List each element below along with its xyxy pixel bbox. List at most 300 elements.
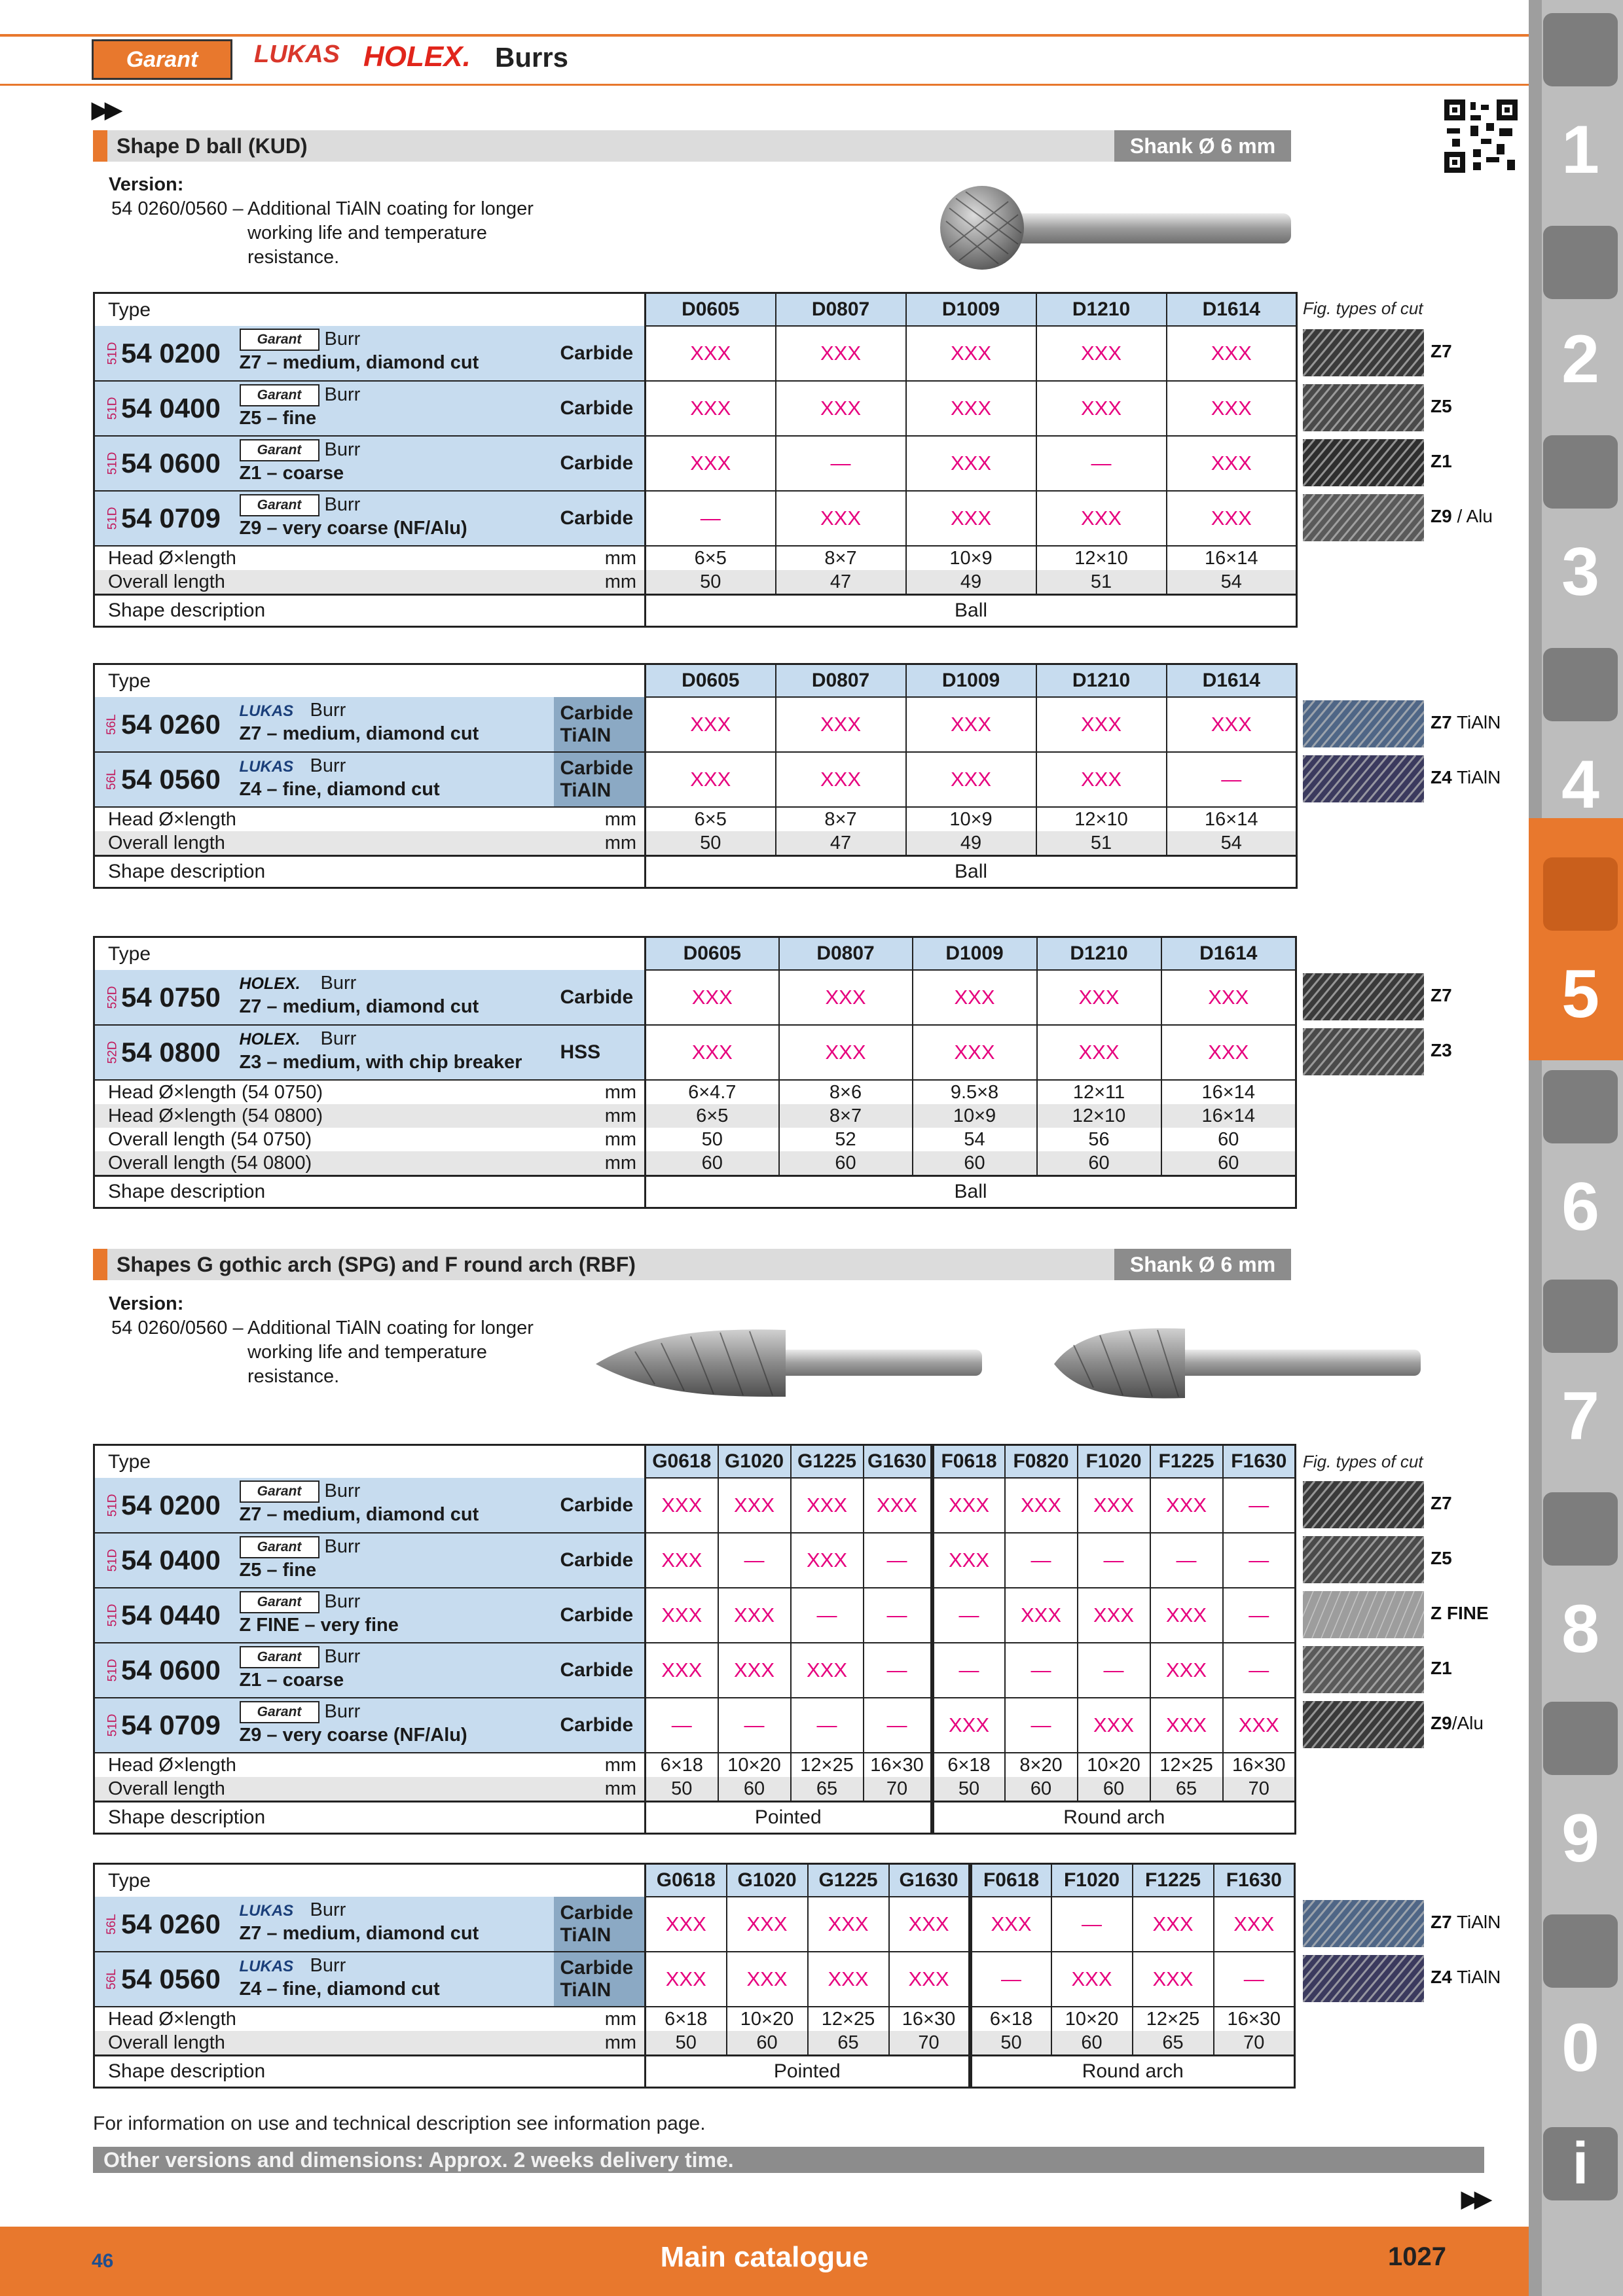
shape-label: Shape description <box>94 1802 646 1834</box>
available-mark: XXX <box>951 507 992 529</box>
availability-cell[interactable] <box>718 1533 791 1588</box>
availability-cell[interactable] <box>779 970 913 1025</box>
material-cell <box>554 970 646 1025</box>
availability-cell[interactable] <box>1223 1643 1296 1698</box>
availability-cell[interactable] <box>646 1478 718 1533</box>
lukas-logo: LUKAS <box>254 41 340 68</box>
size-column-header: F1630 <box>1214 1864 1295 1897</box>
available-mark: XXX <box>690 342 731 365</box>
availability-cell[interactable] <box>1167 436 1297 491</box>
availability-cell[interactable] <box>808 1952 889 2007</box>
cut-pattern-image <box>1303 439 1424 486</box>
brand-line <box>240 1646 361 1668</box>
dimension-value: 12×10 <box>1036 546 1167 570</box>
group-code: 51D <box>105 342 120 365</box>
chapter-number[interactable]: 1 <box>1561 112 1599 188</box>
dimension-label: Overall length (54 0800) <box>94 1151 554 1176</box>
availability-cell[interactable] <box>646 1698 718 1753</box>
availability-cell[interactable] <box>1036 491 1167 546</box>
availability-cell[interactable] <box>864 1698 932 1753</box>
availability-cell[interactable] <box>776 697 906 752</box>
product-type: Burr <box>319 439 361 460</box>
unavailable-mark: — <box>1249 1494 1269 1516</box>
group-code: 56L <box>104 1969 119 1990</box>
availability-cell[interactable] <box>646 1588 718 1643</box>
dimension-row <box>94 1777 1296 1802</box>
product-description <box>233 326 554 381</box>
availability-cell[interactable] <box>1167 381 1297 436</box>
available-mark: XXX <box>828 1967 869 1990</box>
availability-cell[interactable] <box>1036 436 1167 491</box>
availability-cell[interactable] <box>906 436 1036 491</box>
availability-cell[interactable] <box>1005 1533 1078 1588</box>
article-number-cell <box>94 1478 233 1533</box>
dimension-value: 6×4.7 <box>646 1080 779 1104</box>
availability-cell[interactable] <box>1133 1897 1214 1952</box>
cut-pattern-image <box>1303 1536 1424 1583</box>
availability-cell[interactable] <box>913 1025 1037 1080</box>
unit-label: mm <box>554 1151 646 1176</box>
availability-cell[interactable] <box>1005 1478 1078 1533</box>
cut-code: Z5 <box>1431 1548 1452 1568</box>
chapter-workbench-icon[interactable] <box>1543 1492 1618 1566</box>
availability-cell[interactable] <box>1214 1897 1295 1952</box>
product-type: Burr <box>319 1701 361 1722</box>
availability-cell[interactable] <box>776 436 906 491</box>
group-code: 51D <box>105 397 120 420</box>
cut-description: Z9 – very coarse (NF/Alu) <box>239 518 467 539</box>
availability-cell[interactable] <box>864 1588 932 1643</box>
article-number-cell <box>94 491 233 546</box>
dimension-row <box>94 2007 1295 2031</box>
unavailable-mark: — <box>1243 1967 1264 1990</box>
availability-cell[interactable] <box>932 1643 1005 1698</box>
availability-cell[interactable] <box>1036 326 1167 381</box>
availability-cell[interactable] <box>791 1533 864 1588</box>
product-type: Burr <box>319 1536 361 1557</box>
dimension-value: 60 <box>913 1151 1037 1176</box>
article-number: 54 0560 <box>121 764 221 795</box>
dimension-value: 10×9 <box>906 546 1036 570</box>
availability-cell[interactable] <box>889 1952 970 2007</box>
availability-cell[interactable] <box>791 1478 864 1533</box>
unavailable-mark: — <box>886 1659 907 1681</box>
unit-label: mm <box>554 570 646 595</box>
availability-cell[interactable] <box>646 381 776 436</box>
availability-cell[interactable] <box>791 1698 864 1753</box>
availability-cell[interactable] <box>1036 381 1167 436</box>
dimension-value: 70 <box>864 1777 932 1802</box>
dimension-value: 12×10 <box>1037 1104 1161 1128</box>
availability-cell[interactable] <box>718 1698 791 1753</box>
availability-cell[interactable] <box>718 1478 791 1533</box>
brand-line <box>240 494 361 516</box>
availability-cell[interactable] <box>779 1025 913 1080</box>
availability-cell[interactable] <box>1051 1897 1133 1952</box>
available-mark: XXX <box>690 397 731 420</box>
dimension-value: 50 <box>646 2031 727 2056</box>
garant-logo: Garant <box>240 329 319 351</box>
available-mark: XXX <box>954 1041 995 1064</box>
size-column-header: D1210 <box>1036 664 1167 698</box>
dimension-label: Overall length (54 0750) <box>108 1129 312 1150</box>
group-code: 51D <box>105 1713 120 1737</box>
article-number-cell <box>94 970 233 1025</box>
garant-logo: Garant <box>240 1646 319 1668</box>
availability-cell[interactable] <box>646 1952 727 2007</box>
page-title: Burrs <box>495 42 569 73</box>
availability-cell[interactable] <box>646 1643 718 1698</box>
availability-cell[interactable] <box>1036 752 1167 807</box>
available-mark: XXX <box>1081 342 1122 365</box>
product-description <box>233 436 554 491</box>
dimension-value: 52 <box>779 1128 913 1151</box>
cut-suffix: / Alu <box>1451 506 1493 526</box>
available-mark: XXX <box>807 1659 848 1681</box>
availability-cell[interactable] <box>906 381 1036 436</box>
availability-cell[interactable] <box>932 1533 1005 1588</box>
dimension-value: 9.5×8 <box>913 1080 1037 1104</box>
delivery-note-bar <box>93 2147 1484 2173</box>
article-number: 54 0200 <box>121 337 221 368</box>
available-mark: XXX <box>1081 713 1122 736</box>
availability-cell[interactable] <box>889 1897 970 1952</box>
dimension-value: 50 <box>970 2031 1051 2056</box>
group-code: 52D <box>105 1041 120 1064</box>
garant-logo: Garant <box>240 1591 319 1613</box>
dimension-value: 60 <box>1005 1777 1078 1802</box>
product-type: Burr <box>304 1955 346 1976</box>
product-description <box>233 1478 554 1533</box>
availability-cell[interactable] <box>646 970 779 1025</box>
dimension-value: 65 <box>1133 2031 1214 2056</box>
product-description <box>233 697 554 752</box>
availability-cell[interactable] <box>1150 1533 1223 1588</box>
shape-value: Ball <box>646 1176 1296 1208</box>
unavailable-mark: — <box>1082 1912 1103 1935</box>
chapter-info-icon[interactable] <box>1543 2127 1618 2200</box>
available-mark: XXX <box>734 1494 775 1516</box>
availability-cell[interactable] <box>646 1897 727 1952</box>
article-number: 54 0260 <box>121 1908 221 1939</box>
size-column-header: G1630 <box>864 1445 932 1479</box>
group-code: 51D <box>105 1659 120 1682</box>
group-code: 56L <box>104 769 119 790</box>
type-header: Type <box>94 1445 646 1479</box>
material-cell <box>554 752 646 807</box>
product-row <box>94 1025 1296 1080</box>
cut-type-label <box>1431 1040 1452 1061</box>
available-mark: XXX <box>1021 1494 1062 1516</box>
availability-cell[interactable] <box>1078 1698 1150 1753</box>
group-code: 51D <box>105 1549 120 1572</box>
product-type: Burr <box>304 700 346 721</box>
chapter-number[interactable]: 3 <box>1561 534 1599 610</box>
availability-cell[interactable] <box>1037 970 1161 1025</box>
availability-cell[interactable] <box>1161 1025 1296 1080</box>
unit-label: mm <box>554 2031 646 2056</box>
available-mark: XXX <box>665 1912 706 1935</box>
availability-cell[interactable] <box>932 1478 1005 1533</box>
cut-code: Z7 <box>1431 1912 1452 1932</box>
available-mark: XXX <box>1211 713 1252 736</box>
material-cell <box>554 1533 646 1588</box>
article-number: 54 0440 <box>121 1600 221 1630</box>
availability-cell[interactable] <box>1078 1588 1150 1643</box>
availability-cell[interactable] <box>791 1588 864 1643</box>
availability-cell[interactable] <box>1005 1588 1078 1643</box>
unavailable-mark: — <box>744 1549 765 1571</box>
availability-cell[interactable] <box>970 1952 1051 2007</box>
chapter-grinding-icon[interactable] <box>1543 857 1618 931</box>
shank-badge: Shank Ø 6 mm <box>1114 1249 1291 1280</box>
shape-value: Ball <box>646 595 1297 627</box>
available-mark: XXX <box>820 397 862 420</box>
available-mark: XXX <box>949 1549 990 1571</box>
availability-cell[interactable] <box>1078 1533 1150 1588</box>
availability-cell[interactable] <box>864 1533 932 1588</box>
chapter-number[interactable]: 9 <box>1561 1801 1599 1876</box>
availability-cell[interactable] <box>1078 1643 1150 1698</box>
availability-cell[interactable] <box>1223 1533 1296 1588</box>
available-mark: XXX <box>1081 397 1122 420</box>
availability-cell[interactable] <box>1167 326 1297 381</box>
dimension-value: 47 <box>776 831 906 856</box>
availability-cell[interactable] <box>808 1897 889 1952</box>
available-mark: XXX <box>690 768 731 791</box>
size-column-header: D1614 <box>1167 293 1297 327</box>
availability-cell[interactable] <box>1037 1025 1161 1080</box>
availability-cell[interactable] <box>1161 970 1296 1025</box>
unit-label: mm <box>554 546 646 570</box>
size-column-header: D1009 <box>906 664 1036 698</box>
article-number-cell <box>94 436 233 491</box>
availability-cell[interactable] <box>1214 1952 1295 2007</box>
product-description <box>233 1588 554 1643</box>
availability-cell[interactable] <box>1167 491 1297 546</box>
available-mark: XXX <box>820 713 862 736</box>
dimension-value: 8×7 <box>776 546 906 570</box>
chapter-wrench-icon[interactable] <box>1543 1070 1618 1143</box>
chapter-number[interactable]: 5 <box>1561 956 1599 1032</box>
cut-description: Z5 – fine <box>239 408 317 429</box>
availability-cell[interactable] <box>1150 1588 1223 1643</box>
version-note <box>109 173 606 270</box>
availability-cell[interactable] <box>932 1698 1005 1753</box>
product-row <box>94 491 1297 546</box>
dimension-label: Head Ø×length <box>108 548 236 569</box>
cut-pattern-image <box>1303 329 1424 376</box>
material-label: TiAlN <box>560 780 611 801</box>
table-header-row <box>94 1445 1296 1479</box>
chapter-number[interactable]: 0 <box>1561 2010 1599 2086</box>
availability-cell[interactable] <box>1223 1478 1296 1533</box>
cut-code: Z7 <box>1431 712 1452 732</box>
available-mark: XXX <box>661 1659 702 1681</box>
available-mark: XXX <box>908 1967 949 1990</box>
availability-cell[interactable] <box>906 491 1036 546</box>
product-table <box>93 1444 1296 1835</box>
unavailable-mark: — <box>816 1713 837 1736</box>
cut-description: Z7 – medium, diamond cut <box>239 723 479 744</box>
chapter-number[interactable]: 2 <box>1561 321 1599 397</box>
availability-cell[interactable] <box>913 970 1037 1025</box>
availability-cell[interactable] <box>718 1643 791 1698</box>
brand-line <box>240 1955 346 1977</box>
availability-cell[interactable] <box>932 1588 1005 1643</box>
product-row <box>94 1533 1296 1588</box>
brand-line <box>240 329 361 351</box>
dimension-label: Head Ø×length <box>108 809 236 830</box>
dimension-label: Overall length <box>94 1777 554 1802</box>
dimension-value: 10×20 <box>1078 1753 1150 1777</box>
unit-label: mm <box>554 1104 646 1128</box>
product-description <box>233 1643 554 1698</box>
size-column-header: F0618 <box>970 1864 1051 1897</box>
dimension-value: 6×18 <box>646 1753 718 1777</box>
dimension-label: Head Ø×length <box>108 1755 236 1776</box>
availability-cell[interactable] <box>1078 1478 1150 1533</box>
availability-cell[interactable] <box>1005 1698 1078 1753</box>
chapter-drill-icon[interactable] <box>1543 13 1618 86</box>
availability-cell[interactable] <box>727 1952 808 2007</box>
availability-cell[interactable] <box>727 1897 808 1952</box>
chapter-number[interactable]: 7 <box>1561 1378 1599 1454</box>
availability-cell[interactable] <box>776 381 906 436</box>
size-column-header: D1614 <box>1167 664 1297 698</box>
availability-cell[interactable] <box>776 491 906 546</box>
chapter-pliers-icon[interactable] <box>1543 1280 1618 1353</box>
availability-cell[interactable] <box>791 1643 864 1698</box>
cut-description: Z1 – coarse <box>239 1670 344 1691</box>
size-column-header: G1020 <box>727 1864 808 1897</box>
product-description <box>233 970 554 1025</box>
available-mark: XXX <box>877 1494 918 1516</box>
dimension-value: 6×18 <box>970 2007 1051 2031</box>
version-line: working life and temperature <box>247 1342 487 1363</box>
availability-cell[interactable] <box>646 752 776 807</box>
table-header-row <box>94 664 1297 698</box>
availability-cell[interactable] <box>646 1025 779 1080</box>
cut-code: Z9 <box>1431 506 1452 526</box>
chapter-safety-icon[interactable] <box>1543 1914 1618 1988</box>
cut-code: Z FINE <box>1431 1603 1489 1623</box>
material-cell <box>554 381 646 436</box>
availability-cell[interactable] <box>864 1478 932 1533</box>
dimension-value: 65 <box>1150 1777 1223 1802</box>
chapter-number[interactable]: 6 <box>1561 1169 1599 1245</box>
chapter-insert-icon[interactable] <box>1543 226 1618 299</box>
availability-cell[interactable] <box>776 326 906 381</box>
product-table <box>93 1863 1296 2089</box>
dimension-value: 51 <box>1036 570 1167 595</box>
availability-cell[interactable] <box>646 326 776 381</box>
product-row <box>94 1897 1295 1952</box>
size-column-header: F1630 <box>1223 1445 1296 1479</box>
dimension-value: 60 <box>779 1151 913 1176</box>
product-table <box>93 663 1298 889</box>
availability-cell[interactable] <box>646 491 776 546</box>
product-type: Burr <box>319 329 361 350</box>
brand-line <box>240 1028 357 1050</box>
availability-cell[interactable] <box>718 1588 791 1643</box>
chapter-holder-icon[interactable] <box>1543 435 1618 509</box>
availability-cell[interactable] <box>1150 1478 1223 1533</box>
dimension-value: 10×20 <box>718 1753 791 1777</box>
dimension-row <box>94 2031 1295 2056</box>
version-line: working life and temperature <box>247 223 487 243</box>
availability-cell[interactable] <box>1150 1698 1223 1753</box>
article-number-cell <box>94 1643 233 1698</box>
availability-cell[interactable] <box>906 326 1036 381</box>
available-mark: XXX <box>951 768 992 791</box>
cut-type-label <box>1431 1548 1452 1569</box>
dimension-value: 16×30 <box>864 1753 932 1777</box>
material-cell <box>554 491 646 546</box>
shape-value: Round arch <box>932 1802 1296 1834</box>
unit-label: mm <box>554 831 646 856</box>
availability-cell[interactable] <box>1167 697 1297 752</box>
available-mark: XXX <box>1081 768 1122 791</box>
dimension-value: 50 <box>646 831 776 856</box>
dimension-value: 16×14 <box>1161 1104 1296 1128</box>
availability-cell[interactable] <box>646 436 776 491</box>
product-type: Burr <box>304 1899 346 1920</box>
availability-cell[interactable] <box>1005 1643 1078 1698</box>
material-label: Carbide <box>560 757 634 779</box>
availability-cell[interactable] <box>646 697 776 752</box>
dimension-label: Head Ø×length (54 0800) <box>94 1104 554 1128</box>
product-type: Burr <box>315 973 357 994</box>
availability-cell[interactable] <box>1133 1952 1214 2007</box>
availability-cell[interactable] <box>864 1643 932 1698</box>
availability-cell[interactable] <box>1223 1588 1296 1643</box>
cut-code: Z1 <box>1431 1658 1452 1678</box>
cut-description: Z7 – medium, diamond cut <box>239 352 479 373</box>
version-label: Version: <box>109 1293 184 1314</box>
dimension-value: 8×7 <box>779 1104 913 1128</box>
brand-line <box>240 755 346 778</box>
type-header: Type <box>94 293 646 327</box>
availability-cell[interactable] <box>646 1533 718 1588</box>
chapter-cabinet-icon[interactable] <box>1543 1702 1618 1775</box>
availability-cell[interactable] <box>1167 752 1297 807</box>
availability-cell[interactable] <box>970 1897 1051 1952</box>
forward-arrows-icon: ▶▶ <box>1461 2187 1488 2212</box>
availability-cell[interactable] <box>1051 1952 1133 2007</box>
availability-cell[interactable] <box>1036 697 1167 752</box>
availability-cell[interactable] <box>906 752 1036 807</box>
available-mark: XXX <box>1166 1604 1207 1626</box>
page-number-left: 46 <box>92 2250 114 2272</box>
chapter-number[interactable]: 8 <box>1561 1591 1599 1667</box>
article-number-cell <box>94 752 233 807</box>
available-mark: XXX <box>1093 1494 1135 1516</box>
available-mark: XXX <box>1071 1967 1112 1990</box>
unavailable-mark: — <box>958 1659 979 1681</box>
chapter-number[interactable]: 4 <box>1561 747 1599 823</box>
available-mark: XXX <box>820 507 862 529</box>
brand-line <box>240 973 357 995</box>
availability-cell[interactable] <box>1223 1698 1296 1753</box>
availability-cell[interactable] <box>1150 1643 1223 1698</box>
availability-cell[interactable] <box>776 752 906 807</box>
shape-label: Shape description <box>94 856 646 888</box>
unit-label: mm <box>554 807 646 831</box>
chapter-measure-icon[interactable] <box>1543 648 1618 721</box>
availability-cell[interactable] <box>906 697 1036 752</box>
dimension-value: 65 <box>808 2031 889 2056</box>
